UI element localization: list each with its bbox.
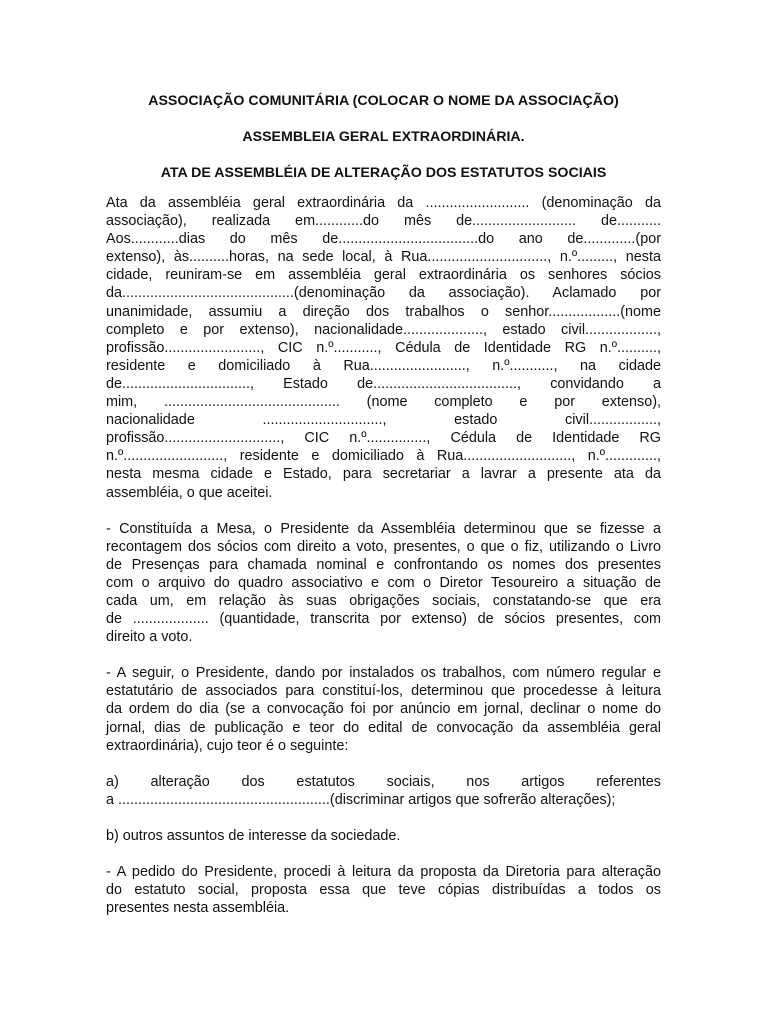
text-line: residente e domiciliado à Rua........................, n.º..........., na cidade — [106, 357, 661, 374]
text-line: da...........................................(denominação da associação). Aclamado por — [106, 285, 661, 302]
text-line: profissão........................, CIC n.º..........., Cédula de Identidade RG n.º.........., — [106, 339, 661, 356]
text-line: da ordem do dia (se a convocação foi por anúncio em jornal, declinar o nome do — [106, 701, 661, 718]
paragraph — [106, 773, 661, 809]
text-line: a .....................................................(discriminar artigos que sofrerão alterações); — [106, 791, 616, 808]
text-line: - Constituída a Mesa, o Presidente da Assembléia determinou que se fizesse a — [106, 520, 661, 537]
text-line: completo e por extenso), nacionalidade...................., estado civil.................., — [106, 321, 661, 338]
text-line: profissão............................., CIC n.º..............., Cédula de Identidade RG — [106, 430, 661, 447]
paragraph — [106, 664, 661, 754]
paragraph — [106, 520, 661, 647]
text-line: Aos............dias do mês de...................................do ano de.............(por — [106, 231, 661, 248]
text-line: Ata da assembléia geral extraordinária da .......................... (denominação da — [106, 195, 661, 211]
paragraph — [106, 827, 661, 845]
text-line: mim, ............................................ (nome completo e por extenso), — [106, 394, 661, 411]
text-line: jornal, dias de publicação e teor do edital de convocação da assembléia geral — [106, 719, 661, 736]
text-line: cada um, em relação às suas obrigações sociais, constatando-se que era — [106, 592, 661, 609]
text-line: a) alteração dos estatutos sociais, nos artigos referentes — [106, 773, 661, 790]
text-line: extenso), às..........horas, na sede local, à Rua.............................., n.º........., nesta — [106, 249, 661, 266]
text-line: recontagem dos sócios com direito a voto, presentes, o que o fiz, utilizando o Livro — [106, 538, 661, 555]
text-line: do estatuto social, proposta essa que teve cópias distribuídas a todos os — [106, 882, 661, 899]
text-line: n.º........................., residente e domiciliado à Rua..........................., n.º............., — [106, 448, 661, 465]
text-line: de Presenças para chamada nominal e confrontando os nomes dos presentes — [106, 556, 661, 573]
text-line: direito a voto. — [106, 629, 193, 646]
text-line: de................................, Estado de...................................., convidando a — [106, 375, 661, 392]
text-line: assembléia, o que aceitei. — [106, 484, 273, 501]
text-line: nacionalidade .............................., estado civil................., — [106, 412, 661, 429]
document-page — [106, 92, 661, 935]
text-line: com o arquivo do quadro associativo e com o Diretor Tesoureiro a situação de — [106, 574, 661, 591]
text-line: unanimidade, assumiu a direção dos trabalhos o senhor..................(nome — [106, 303, 661, 320]
association-title: ASSOCIAÇÃO COMUNITÁRIA (COLOCAR O NOME DA ASSOCIAÇÃO) — [148, 93, 619, 109]
text-line: associação), realizada em............do mês de.......................... de........... — [106, 213, 661, 230]
text-line: nesta mesma cidade e Estado, para secretariar a lavrar a presente ata da — [106, 466, 661, 483]
document-body — [106, 194, 661, 917]
text-line: extraordinária), cujo teor é o seguinte: — [106, 737, 349, 754]
text-line: cidade, reuniram-se em assembléia geral extraordinária os senhores sócios — [106, 267, 661, 284]
minutes-title: ATA DE ASSEMBLÉIA DE ALTERAÇÃO DOS ESTATUTOS SOCIAIS — [160, 165, 607, 181]
text-line: presentes nesta assembléia. — [106, 900, 290, 917]
text-line: - A seguir, o Presidente, dando por instalados os trabalhos, com número regular e — [106, 665, 661, 682]
paragraph — [106, 863, 661, 917]
text-line: estatutário de associados para constituí-los, determinou que procedesse à leitura — [106, 683, 661, 700]
assembly-title: ASSEMBLEIA GERAL EXTRAORDINÁRIA. — [242, 129, 525, 145]
text-line: de ................... (quantidade, transcrita por extenso) de sócios presentes, com — [106, 611, 661, 628]
text-line: b) outros assuntos de interesse da sociedade. — [106, 827, 401, 844]
text-line: - A pedido do Presidente, procedi à leitura da proposta da Diretoria para alteração — [106, 864, 661, 880]
paragraph — [106, 194, 661, 502]
